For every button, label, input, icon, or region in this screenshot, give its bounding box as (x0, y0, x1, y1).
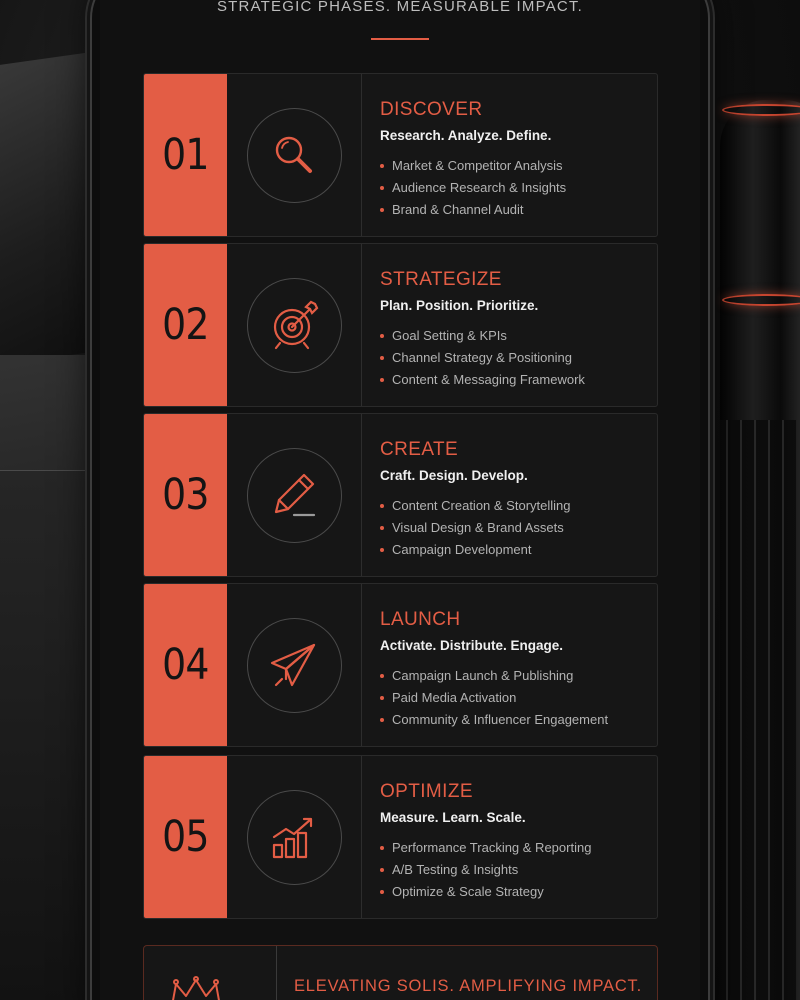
phase-text (380, 780, 647, 903)
phase-number-block (144, 584, 227, 746)
list-item: Performance Tracking & Reporting (380, 837, 647, 859)
phase-icon-column (227, 756, 362, 918)
phase-text (380, 98, 647, 221)
footer-slogan: ELEVATING SOLIS. AMPLIFYING IMPACT. (294, 977, 642, 995)
tagline: STRATEGIC PHASES. MEASURABLE IMPACT. (216, 0, 584, 15)
phase-number: 04 (162, 640, 209, 690)
list-item: A/B Testing & Insights (380, 859, 647, 881)
magnifier-icon (247, 108, 342, 203)
paper-plane-icon (247, 618, 342, 713)
target-icon (247, 278, 342, 373)
phase-number-block (144, 74, 227, 236)
phase-text (380, 608, 647, 731)
phase-card-discover (143, 73, 658, 237)
phase-subtitle: Craft. Design. Develop. (380, 468, 528, 483)
phase-number: 01 (162, 130, 209, 180)
list-item: Community & Influencer Engagement (380, 709, 647, 731)
footer-banner (143, 945, 658, 1000)
vase-grooves (720, 420, 796, 1000)
list-item: Visual Design & Brand Assets (380, 517, 647, 539)
phase-title: OPTIMIZE (380, 781, 473, 802)
phase-number: 02 (162, 300, 209, 350)
list-item: Audience Research & Insights (380, 177, 647, 199)
phase-subtitle: Plan. Position. Prioritize. (380, 298, 539, 313)
phase-icon-column (227, 74, 362, 236)
list-item: Optimize & Scale Strategy (380, 881, 647, 903)
phase-card-strategize (143, 243, 658, 407)
phase-title: LAUNCH (380, 609, 461, 630)
list-item: Content Creation & Storytelling (380, 495, 647, 517)
phase-text (380, 438, 647, 561)
footer-divider (276, 946, 277, 1000)
phase-number: 05 (162, 812, 209, 862)
phone-power-button (708, 90, 713, 220)
phone-side-button (86, 30, 91, 85)
growth-chart-icon (247, 790, 342, 885)
phase-title: CREATE (380, 439, 459, 460)
phase-card-optimize (143, 755, 658, 919)
list-item: Content & Messaging Framework (380, 369, 647, 391)
phase-list (380, 837, 647, 903)
phone-side-button (86, 100, 91, 220)
phase-number-block (144, 414, 227, 576)
list-item: Campaign Development (380, 539, 647, 561)
list-item: Channel Strategy & Positioning (380, 347, 647, 369)
phase-number-block (144, 244, 227, 406)
list-item: Goal Setting & KPIs (380, 325, 647, 347)
phone-screen (100, 0, 700, 1000)
phase-icon-column (227, 244, 362, 406)
phase-list (380, 325, 647, 391)
phase-subtitle: Measure. Learn. Scale. (380, 810, 526, 825)
list-item: Brand & Channel Audit (380, 199, 647, 221)
phase-number: 03 (162, 470, 209, 520)
phase-icon-column (227, 584, 362, 746)
phase-subtitle: Research. Analyze. Define. (380, 128, 552, 143)
phase-title: DISCOVER (380, 99, 483, 120)
phase-list (380, 495, 647, 561)
list-item: Campaign Launch & Publishing (380, 665, 647, 687)
phase-card-launch (143, 583, 658, 747)
phase-text (380, 268, 647, 391)
tagline-divider (371, 38, 429, 40)
list-item: Market & Competitor Analysis (380, 155, 647, 177)
phase-title: STRATEGIZE (380, 269, 502, 290)
phase-card-create (143, 413, 658, 577)
phase-list (380, 155, 647, 221)
phase-number-block (144, 756, 227, 918)
pencil-icon (247, 448, 342, 543)
list-item: Paid Media Activation (380, 687, 647, 709)
phase-list (380, 665, 647, 731)
crown-icon (168, 976, 224, 1000)
phase-subtitle: Activate. Distribute. Engage. (380, 638, 564, 653)
phase-icon-column (227, 414, 362, 576)
